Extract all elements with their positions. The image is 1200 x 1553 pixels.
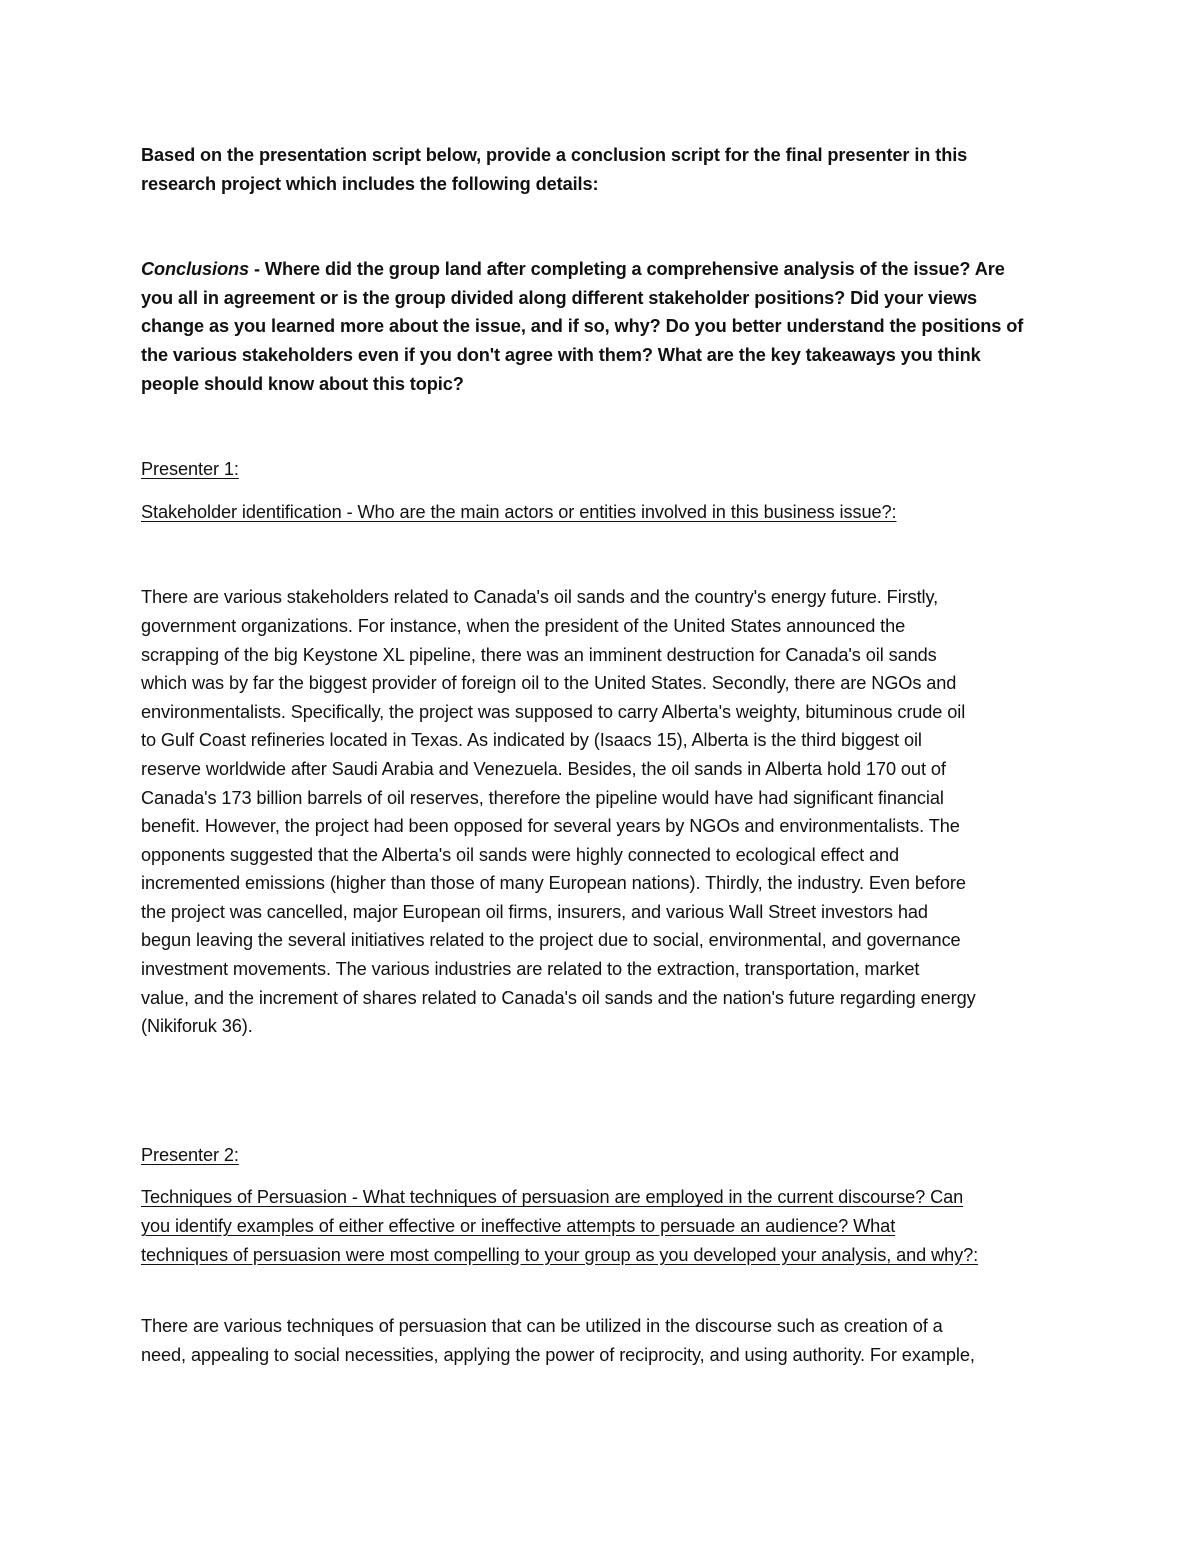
conclusions-text: - Where did the group land after completing a comprehensive analysis of the issue? Are you all in agreement or is the group divided along different stakeholder positions? Did your views change as you learned more about the issue, and if so, why? Do you better understand the positions of the various stakeholders even if you don't agree with them? What are the key takeaways you think people should know about this topic? <box>141 259 1024 394</box>
intro-paragraph: Based on the presentation script below, provide a conclusion script for the final presenter in this research project which includes the following details: <box>141 145 968 194</box>
presenter2-subheading: Techniques of Persuasion - What techniques of persuasion are employed in the current discourse? Can you identify examples of either effective or ineffective attempts to persuade an audience? What techniques of persuasion were most compelling to your group as you developed your analysis, and why?: <box>141 1187 979 1265</box>
conclusions-paragraph <box>141 255 1066 398</box>
document-content <box>141 141 1066 1369</box>
presenter1-subheading: Stakeholder identification - Who are the main actors or entities involved in this business issue?: <box>141 501 897 522</box>
presenter1-heading: Presenter 1: <box>141 459 239 480</box>
presenter2-body: There are various techniques of persuasion that can be utilized in the discourse such as creation of a need, appealing to social necessities, applying the power of reciprocity, and using authority. For example, <box>141 1316 975 1365</box>
presenter1-body: There are various stakeholders related to Canada's oil sands and the country's energy future. Firstly, government organizations. For instance, when the president of the United States announced the scrapping of the big Keystone XL pipeline, there was an imminent destruction for Canada's oil sands which was by far the biggest provider of foreign oil to the United States. Secondly, there are NGOs and environmentalists. Specifically, the project was supposed to carry Alberta's weighty, bituminous crude oil to Gulf Coast refineries located in Texas. As indicated by (Isaacs 15), Alberta is the third biggest oil reserve worldwide after Saudi Arabia and Venezuela. Besides, the oil sands in Alberta hold 170 out of Canada's 173 billion barrels of oil reserves, therefore the pipeline would have had significant financial benefit. However, the project had been opposed for several years by NGOs and environmentalists. The opponents suggested that the Alberta's oil sands were highly connected to ecological effect and incremented emissions (higher than those of many European nations). Thirdly, the industry. Even before the project was cancelled, major European oil firms, insurers, and various Wall Street investors had begun leaving the several initiatives related to the project due to social, environmental, and governance investment movements. The various industries are related to the extraction, transportation, market value, and the increment of shares related to Canada's oil sands and the nation's future regarding energy (Nikiforuk 36). <box>141 587 976 1037</box>
conclusions-label: Conclusions <box>141 259 250 280</box>
presenter2-heading: Presenter 2: <box>141 1144 239 1165</box>
